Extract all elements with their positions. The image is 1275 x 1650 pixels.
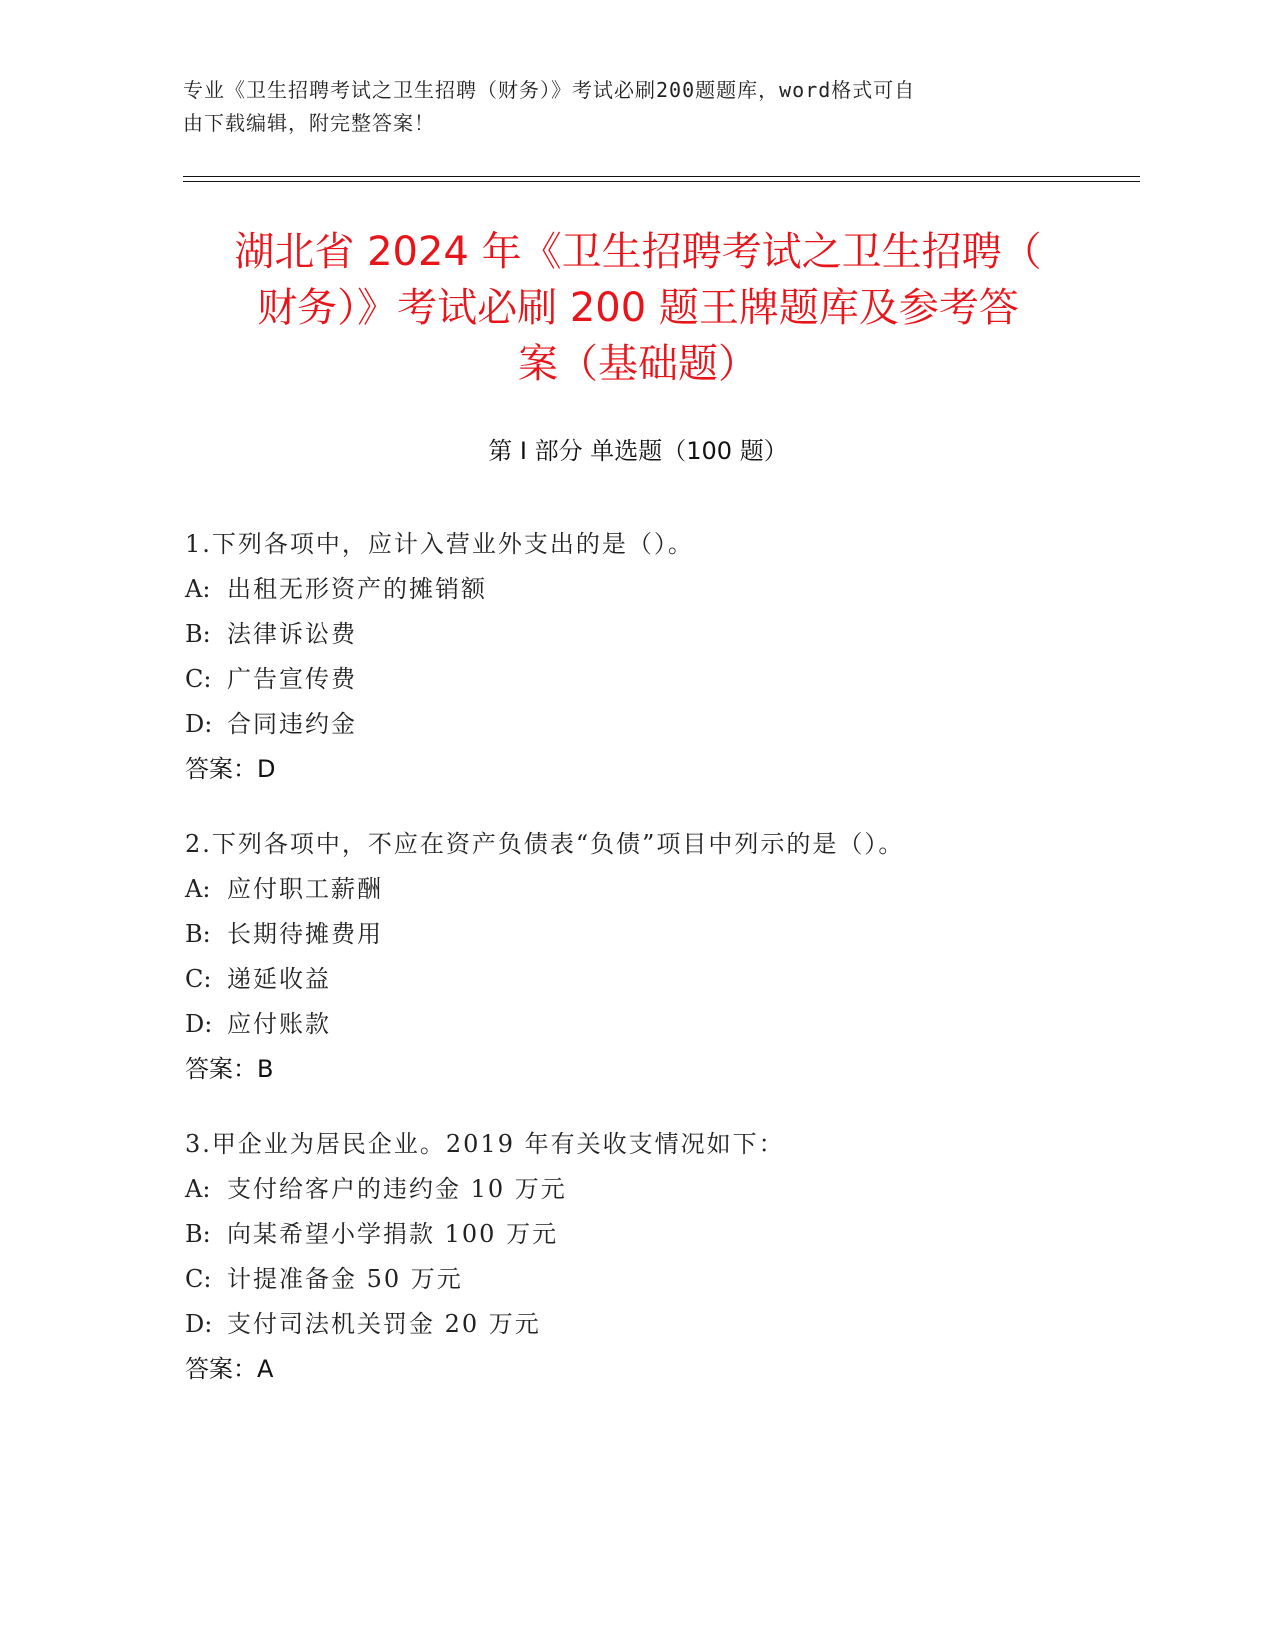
document-title-line: 案（基础题） xyxy=(518,341,758,387)
question-stem: 1.下列各项中，应计入营业外支出的是（）。 xyxy=(185,530,694,558)
option-text: 应付职工薪酬 xyxy=(227,875,383,903)
option-key: A: xyxy=(185,875,211,903)
answer-line: 答案：A xyxy=(185,1355,274,1383)
question-item xyxy=(185,822,1085,1092)
option-text: 长期待摊费用 xyxy=(227,920,383,948)
option-key: C: xyxy=(185,965,212,993)
document-title-line: 财务）》考试必刷 200 题王牌题库及参考答 xyxy=(257,285,1019,331)
option-a xyxy=(185,567,1085,612)
document-title xyxy=(183,224,1093,392)
option-key: A: xyxy=(185,575,211,603)
document-title-line: 湖北省 2024 年《卫生招聘考试之卫生招聘（ xyxy=(234,229,1042,275)
option-key: B: xyxy=(185,1220,211,1248)
option-c xyxy=(185,957,1085,1002)
option-key: B: xyxy=(185,620,211,648)
option-d xyxy=(185,1002,1085,1047)
option-key: D: xyxy=(185,1010,213,1038)
option-key: D: xyxy=(185,1310,213,1338)
answer-line: 答案：D xyxy=(185,755,276,783)
question-item xyxy=(185,522,1085,792)
option-c xyxy=(185,657,1085,702)
option-b xyxy=(185,1212,1085,1257)
option-key: C: xyxy=(185,1265,212,1293)
question-item xyxy=(185,1122,1085,1392)
option-a xyxy=(185,867,1085,912)
header-note-line: 专业《卫生招聘考试之卫生招聘（财务）》考试必刷200题题库，word格式可自 xyxy=(183,78,916,102)
header-divider-top xyxy=(183,176,1140,177)
answer-line: 答案：B xyxy=(185,1055,274,1083)
header-note-line: 由下载编辑，附完整答案！ xyxy=(183,111,435,135)
option-text: 向某希望小学捐款 100 万元 xyxy=(227,1220,559,1248)
option-text: 合同违约金 xyxy=(227,710,357,738)
header-divider-bottom xyxy=(183,181,1140,182)
option-text: 支付司法机关罚金 20 万元 xyxy=(227,1310,541,1338)
option-key: D: xyxy=(185,710,213,738)
option-key: B: xyxy=(185,920,211,948)
option-key: A: xyxy=(185,1175,211,1203)
option-text: 应付账款 xyxy=(227,1010,331,1038)
option-c xyxy=(185,1257,1085,1302)
option-b xyxy=(185,612,1085,657)
option-b xyxy=(185,912,1085,957)
option-text: 支付给客户的违约金 10 万元 xyxy=(227,1175,567,1203)
question-stem: 2.下列各项中，不应在资产负债表“负债”项目中列示的是（）。 xyxy=(185,830,905,858)
question-stem: 3.甲企业为居民企业。2019 年有关收支情况如下： xyxy=(185,1130,785,1158)
option-text: 广告宣传费 xyxy=(227,665,357,693)
header-note xyxy=(183,74,1063,140)
option-a xyxy=(185,1167,1085,1212)
option-text: 计提准备金 50 万元 xyxy=(227,1265,463,1293)
question-list xyxy=(185,522,1085,1422)
option-d xyxy=(185,702,1085,747)
option-text: 出租无形资产的摊销额 xyxy=(227,575,487,603)
option-d xyxy=(185,1302,1085,1347)
option-key: C: xyxy=(185,665,212,693)
option-text: 法律诉讼费 xyxy=(227,620,357,648)
section-title: 第 I 部分 单选题（100 题） xyxy=(488,437,788,465)
option-text: 递延收益 xyxy=(227,965,331,993)
